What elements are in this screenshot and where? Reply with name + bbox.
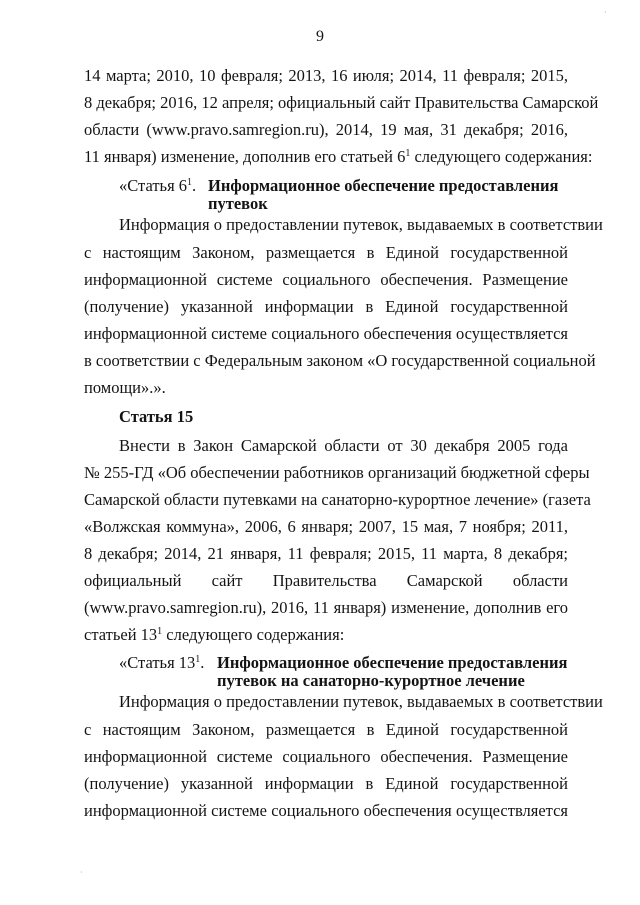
text-line: статьей $13^1$ следующего содержания: xyxy=(84,625,345,644)
text-line: информационной системе социального обеспечения осуществляется xyxy=(84,324,568,343)
text-line: информационной системе социального обеспечения. Размещение xyxy=(84,747,568,766)
text-line: официальный сайт Правительства Самарской области xyxy=(84,571,568,590)
text-line: с настоящим Законом, размещается в Единой государственной xyxy=(84,720,568,739)
text-line: в соответствии с Федеральным законом «О государственной социальной xyxy=(84,351,596,370)
scan-speck: · xyxy=(604,8,607,17)
article-13-1-title: путевок на санаторно-курортное лечение xyxy=(217,671,525,690)
text-line: (получение) указанной информации в Единой государственной xyxy=(84,774,568,793)
article-6-1-title: Информационное обеспечение предоставления xyxy=(208,176,559,195)
text-line: информационной системе социального обеспечения осуществляется xyxy=(84,801,568,820)
text-line: 11 января) изменение, дополнив его статьей $6^1$ следующего содержания: xyxy=(84,147,593,166)
text-line: 8 декабря; 2014, 21 января, 11 февраля; 2015, 11 марта, 8 декабря; xyxy=(84,544,568,563)
text-line: помощи».». xyxy=(84,378,166,397)
text-line: Внести в Закон Самарской области от 30 декабря 2005 года xyxy=(119,436,568,455)
text-line: (получение) указанной информации в Единой государственной xyxy=(84,297,568,316)
scan-speck: · xyxy=(80,868,83,877)
article-6-1-label: «Статья $6^1$. xyxy=(119,176,197,195)
text-line: информационной системе социального обеспечения. Размещение xyxy=(84,270,568,289)
text-line: (www.pravo.samregion.ru), 2016, 11 января) изменение, дополнив его xyxy=(84,598,568,617)
text-line: № 255-ГД «Об обеспечении работников организаций бюджетной сферы xyxy=(84,463,590,482)
text-line: 14 марта; 2010, 10 февраля; 2013, 16 июля; 2014, 11 февраля; 2015, xyxy=(84,66,568,85)
article-13-1-label: «Статья $13^1$. xyxy=(119,653,205,672)
text-line: 8 декабря; 2016, 12 апреля; официальный сайт Правительства Самарской xyxy=(84,93,599,112)
article-15-heading: Статья 15 xyxy=(119,407,194,426)
page-number: 9 xyxy=(316,28,324,45)
text-line: Самарской области путевками на санаторно-курортное лечение» (газета xyxy=(84,490,591,509)
article-6-1-title: путевок xyxy=(208,194,268,213)
article-13-1-title: Информационное обеспечение предоставления xyxy=(217,653,568,672)
text-line: с настоящим Законом, размещается в Единой государственной xyxy=(84,243,568,262)
text-line: области (www.pravo.samregion.ru), 2014, 19 мая, 31 декабря; 2016, xyxy=(84,120,568,139)
text-line: Информация о предоставлении путевок, выдаваемых в соответствии xyxy=(119,215,603,234)
text-line: «Волжская коммуна», 2006, 6 января; 2007, 15 мая, 7 ноября; 2011, xyxy=(84,517,568,536)
text-line: Информация о предоставлении путевок, выдаваемых в соответствии xyxy=(119,692,603,711)
